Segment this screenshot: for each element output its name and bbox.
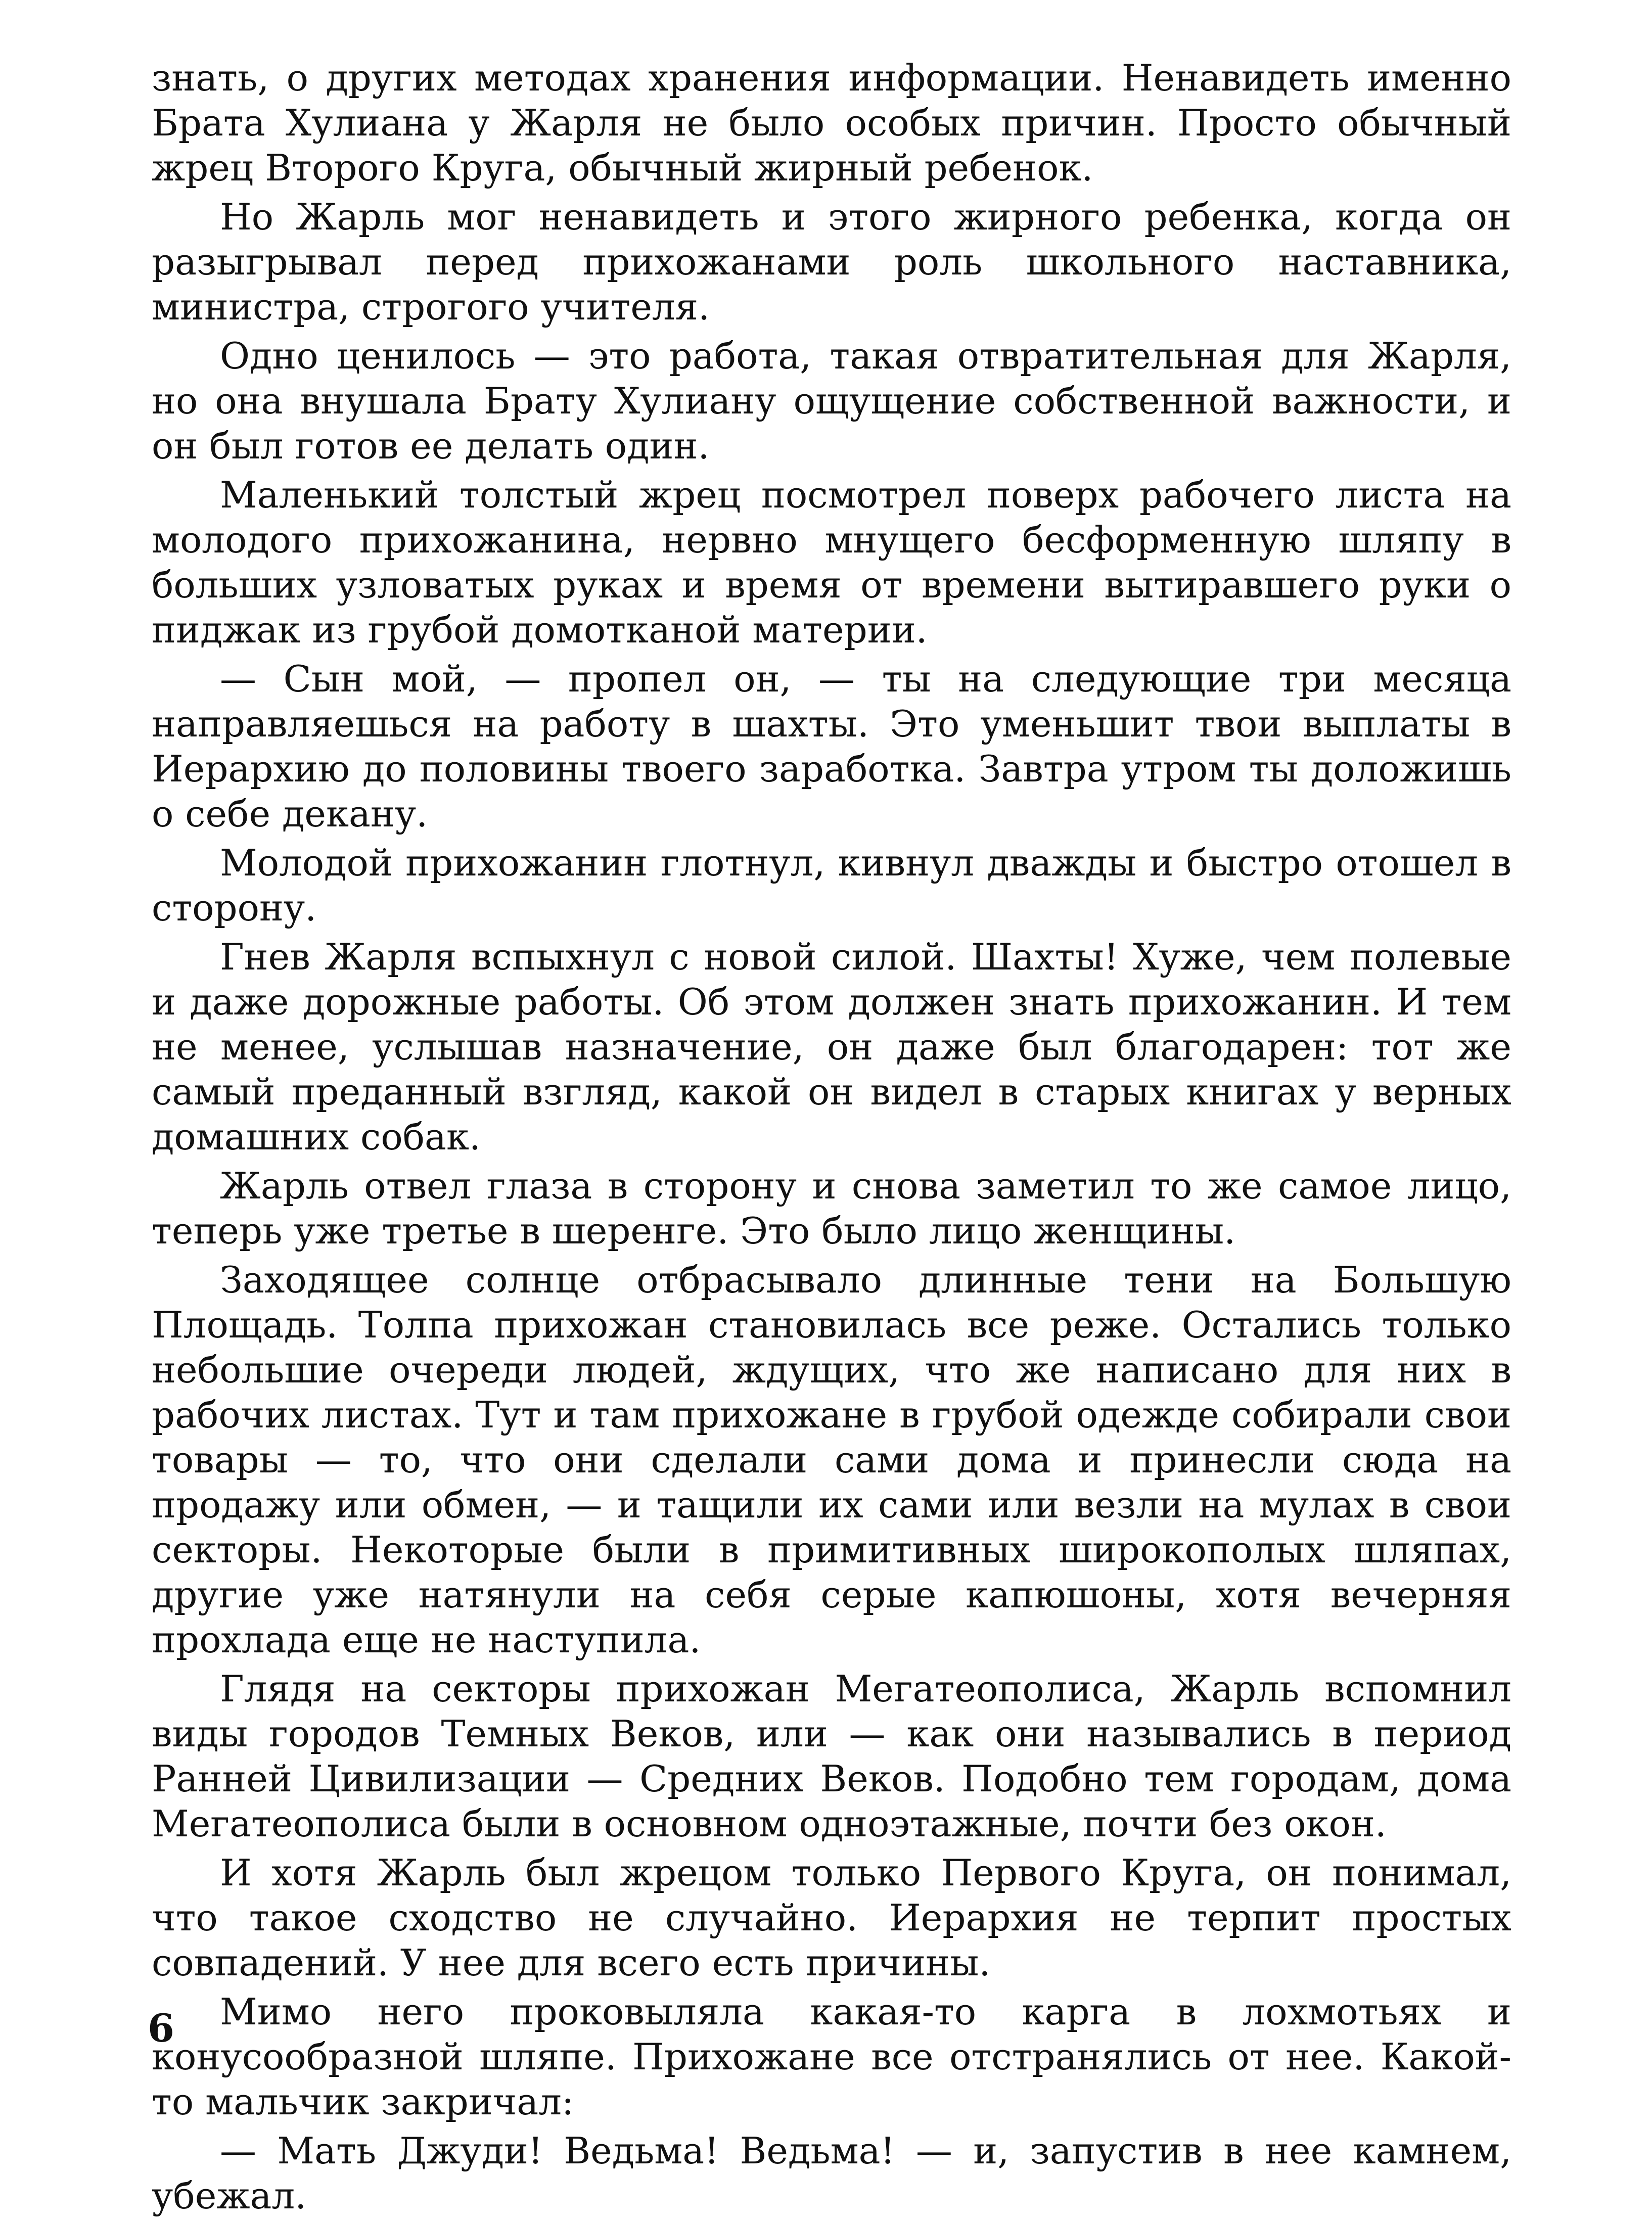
paragraph: — Мать Джуди! Ведьма! Ведьма! — и, запустив в нее камнем, убежал. <box>152 2130 1511 2217</box>
paragraph: Жарль отвел глаза в сторону и снова заметил то же самое лицо, теперь уже третье в шеренге. Это было лицо женщины. <box>152 1165 1511 1252</box>
page-number: 6 <box>148 2006 174 2051</box>
paragraph: Мимо него проковыляла какая-то карга в лохмотьях и конусообразной шляпе. Прихожане все отстранялись от нее. Какой-то мальчик закричал: <box>152 1991 1511 2123</box>
paragraph: Но Жарль мог ненавидеть и этого жирного ребенка, когда он разыгрывал перед прихожанами роль школьного наставника, министра, строгого учителя. <box>152 196 1511 328</box>
paragraph: Одно ценилось — это работа, такая отвратительная для Жарля, но она внушала Брату Хулиану ощущение собственной важности, и он был готов ее делать один. <box>152 335 1511 467</box>
paragraph: Глядя на секторы прихожан Мегатеополиса, Жарль вспомнил виды городов Темных Веков, или — как они назывались в период Ранней Цивилизации — Средних Веков. Подобно тем городам, дома Мегатеополиса были в основном одноэтажные, почти без окон. <box>152 1668 1511 1845</box>
paragraph: знать, о других методах хранения информации. Ненавидеть именно Брата Хулиана у Жарля не было особых причин. Просто обычный жрец Второго Круга, обычный жирный ребенок. <box>152 57 1511 189</box>
page-text <box>152 56 1511 2218</box>
paragraph: — Сын мой, — пропел он, — ты на следующие три месяца направляешься на работу в шахты. Это уменьшит твои выплаты в Иерархию до половины твоего заработка. Завтра утром ты доложишь о себе декану. <box>152 658 1511 835</box>
paragraph: Маленький толстый жрец посмотрел поверх рабочего листа на молодого прихожанина, нервно мнущего бесформенную шляпу в больших узловатых руках и время от времени вытиравшего руки о пиджак из грубой домотканой материи. <box>152 474 1511 651</box>
paragraph: Заходящее солнце отбрасывало длинные тени на Большую Площадь. Толпа прихожан становилась все реже. Остались только небольшие очереди людей, ждущих, что же написано для них в рабочих листах. Тут и там прихожане в грубой одежде собирали свои товары — то, что они сделали сами дома и принесли сюда на продажу или обмен, — и тащили их сами или везли на мулах в свои секторы. Некоторые были в примитивных широкополых шляпах, другие уже натянули на себя серые капюшоны, хотя вечерняя прохлада еще не наступила. <box>152 1259 1511 1661</box>
paragraph: Молодой прихожанин глотнул, кивнул дважды и быстро отошел в сторону. <box>152 842 1511 929</box>
paragraph: Гнев Жарля вспыхнул с новой силой. Шахты! Хуже, чем полевые и даже дорожные работы. Об этом должен знать прихожанин. И тем не менее, услышав назначение, он даже был благодарен: тот же самый преданный взгляд, какой он видел в старых книгах у верных домашних собак. <box>152 936 1511 1158</box>
paragraph: И хотя Жарль был жрецом только Первого Круга, он понимал, что такое сходство не случайно. Иерархия не терпит простых совпадений. У нее для всего есть причины. <box>152 1852 1511 1984</box>
